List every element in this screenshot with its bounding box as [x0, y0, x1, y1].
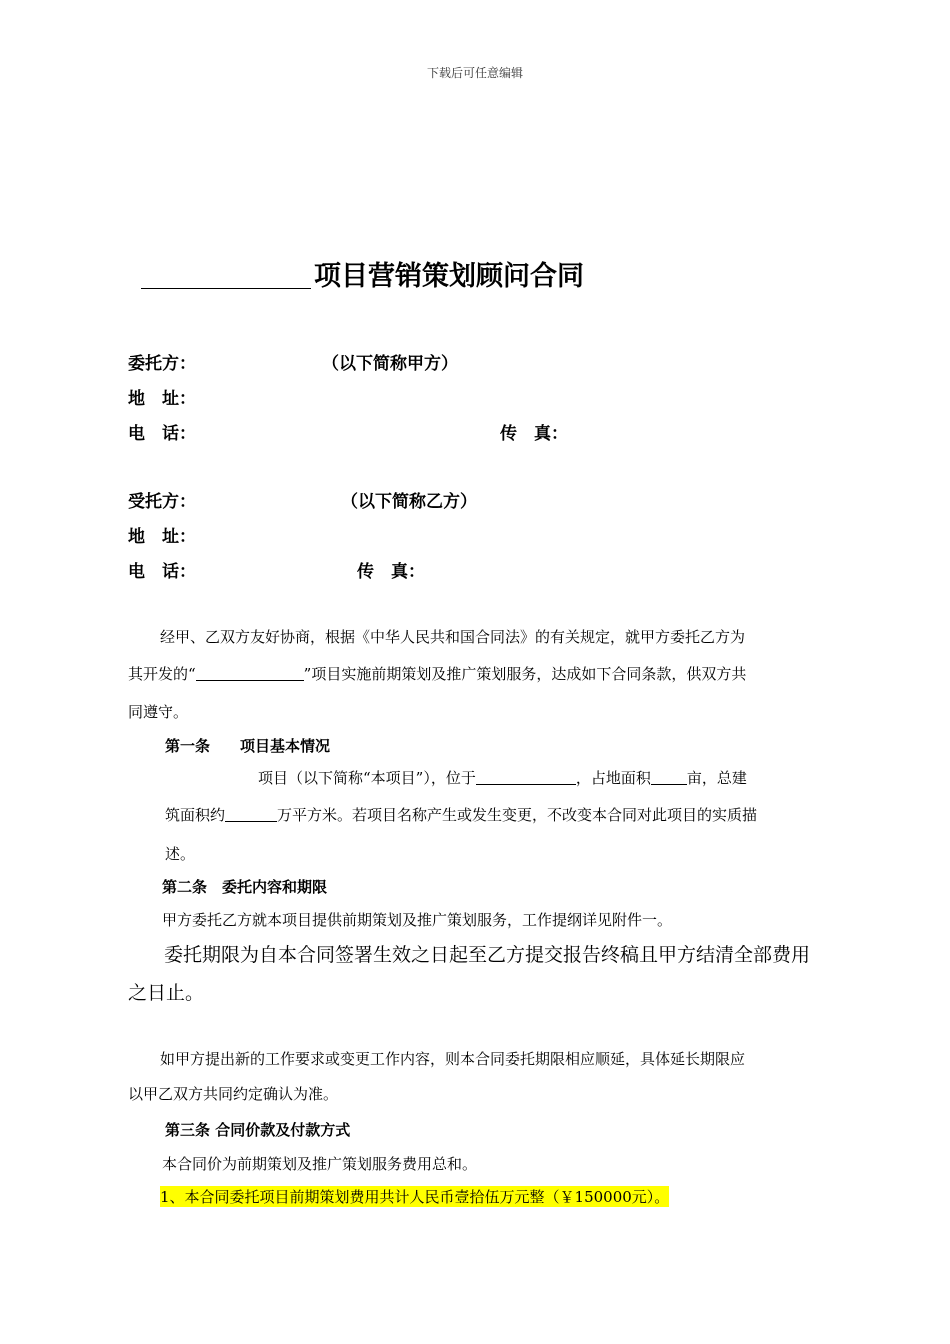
project-name-blank — [141, 288, 311, 289]
article-2-para-1: 甲方委托乙方就本项目提供前期策划及推广策划服务，工作提纲详见附件一。 — [162, 911, 673, 929]
location-blank — [476, 769, 576, 785]
floor-area-blank — [225, 806, 277, 822]
party-a-address-label: 地 址： — [128, 389, 196, 409]
article-2-heading: 第二条 委托内容和期限 — [162, 878, 328, 896]
header-note: 下载后可任意编辑 — [426, 66, 523, 80]
party-b-alias: （以下简称乙方） — [341, 492, 477, 512]
article-1-line-1: 项目（以下简称“本项目”），位于 ，占地面积 亩，总建 — [258, 769, 747, 787]
intro-line-1: 经甲、乙双方友好协商，根据《中华人民共和国合同法》的有关规定，就甲方委托乙方为 — [160, 628, 746, 646]
party-b-label: 受托方： — [128, 492, 196, 512]
party-a-alias: （以下简称甲方） — [322, 354, 458, 374]
article-2-para-3-line-1: 如甲方提出新的工作要求或变更工作内容，则本合同委托期限相应顺延，具体延长期限应 — [160, 1050, 746, 1068]
article-2-para-2-line-1: 委托期限为自本合同签署生效之日起至乙方提交报告终稿且甲方结清全部费用 — [164, 944, 811, 966]
article-1-heading: 第一条 项目基本情况 — [165, 737, 331, 755]
party-b-phone-label: 电 话： — [128, 562, 196, 582]
land-area-blank — [651, 769, 687, 785]
party-a-phone-label: 电 话： — [128, 424, 196, 444]
party-b-fax-label: 传 真： — [357, 562, 425, 582]
party-b-address-label: 地 址： — [128, 527, 196, 547]
party-a-label: 委托方： — [128, 354, 196, 374]
article-1-line-3: 述。 — [165, 845, 196, 863]
project-blank — [196, 665, 304, 681]
intro-line-2: 其开发的“ ”项目实施前期策划及推广策划服务，达成如下合同条款，供双方共 — [128, 665, 747, 683]
article-2-para-3-line-2: 以甲乙双方共同约定确认为准。 — [128, 1085, 339, 1103]
article-2-para-2-line-2: 之日止。 — [128, 982, 205, 1004]
article-1-line-2: 筑面积约 万平方米。若项目名称产生或发生变更，不改变本合同对此项目的实质描 — [165, 806, 758, 824]
article-3-fee-highlight: 1、本合同委托项目前期策划费用共计人民币壹拾伍万元整（￥150000元）。 — [160, 1188, 670, 1206]
intro-line-3: 同遵守。 — [128, 703, 189, 721]
article-3-heading: 第三条 合同价款及付款方式 — [165, 1121, 351, 1139]
article-3-para-1: 本合同价为前期策划及推广策划服务费用总和。 — [162, 1155, 478, 1173]
contract-title: 项目营销策划顾问合同 — [314, 261, 584, 292]
party-a-fax-label: 传 真： — [500, 424, 568, 444]
